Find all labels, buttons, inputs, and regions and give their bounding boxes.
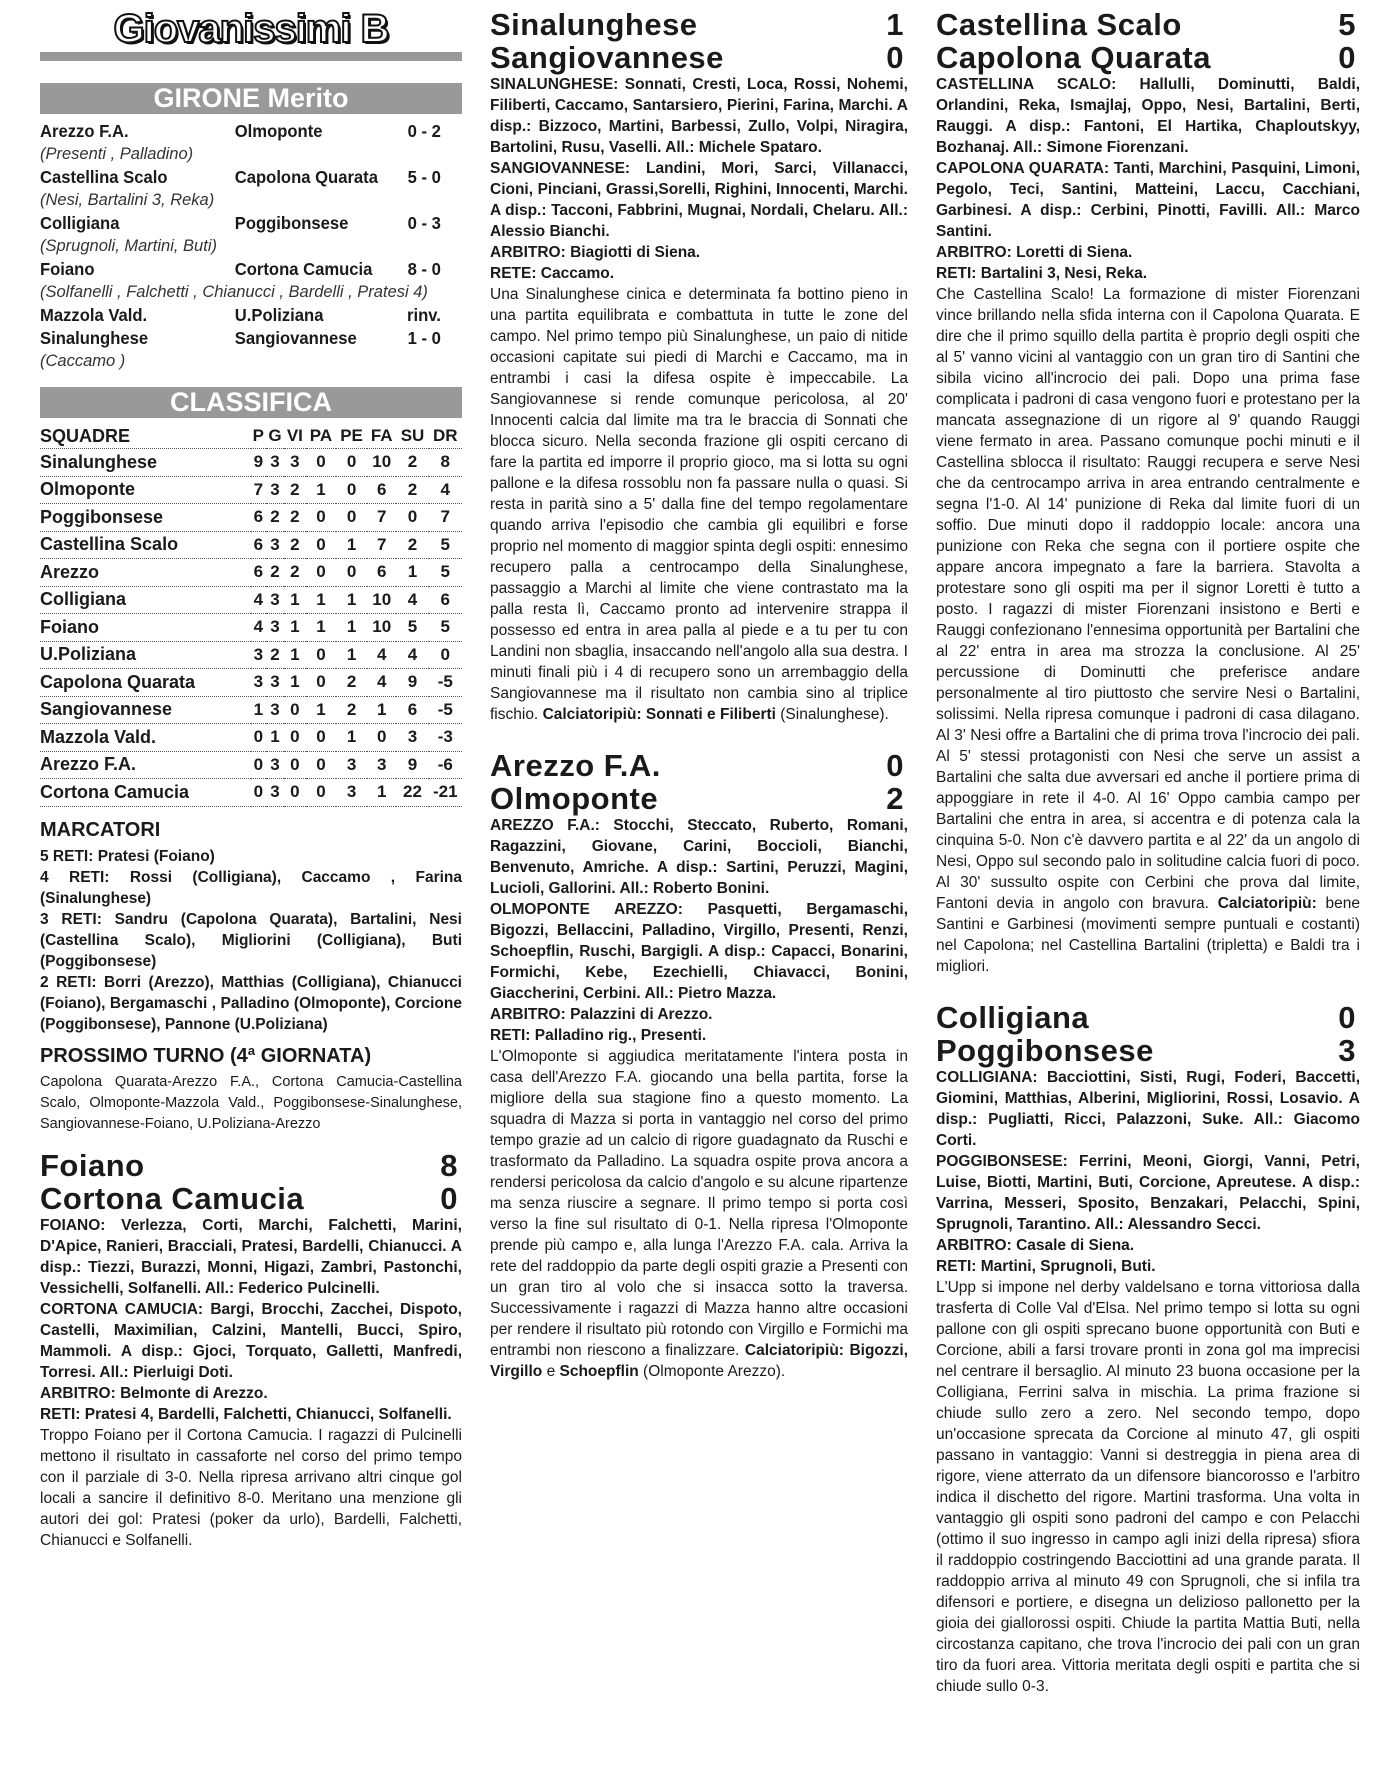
stat-cell: 1 <box>336 724 367 752</box>
stat-cell: 3 <box>266 696 284 724</box>
stat-cell: 0 <box>284 696 306 724</box>
result-away: Capolona Quarata <box>234 167 378 187</box>
result-score: 0 - 3 <box>407 213 441 233</box>
match-arezzo <box>490 749 908 1382</box>
report-text: L'Olmoponte si aggiudica meritatamente l'intera posta in casa dell'Arezzo F.A. giocando una bella partita, forse la migliore della sua stagione fino a questo momento. La squadra di Mazza si porta in vantaggio nel corso del primo tempo grazie ad un calcio di rigore guadagnato da Ruschi e trasformato da Palladino. La squadra ospite prova ancora a rendersi pericolosa da calcio d'angolo e su alcune ripartenze ma senza riuscire a segnare. Il primo tempo si porta così verso la fine sul risultato di 0-1. Nella ripresa l'Olmoponte prende più campo e, alla lunga l'Arezzo F.A. cala. Arriva la rete del raddoppio da parte degli ospiti grazie a Presenti con un gran tiro al volo che si insacca sotto la traversa. Successivamente i ragazzi di Mazza hanno altre occasioni per rendere il risultato più rotondo con Virgillo e Formichi ma entrambi non riescono a finalizzare. <box>490 1048 908 1359</box>
stat-cell: 2 <box>284 504 306 532</box>
stat-cell: 1 <box>266 724 284 752</box>
result-item <box>40 120 462 166</box>
stat-cell: 5 <box>396 614 428 642</box>
home-team: Arezzo F.A. <box>490 748 661 783</box>
standings-row <box>40 696 462 724</box>
result-item <box>40 166 462 212</box>
lineup: CASTELLINA SCALO: Hallulli, Dominutti, Baldi, Orlandini, Reka, Ismajlaj, Oppo, Nesi, Bartalini, Berti, Rauggi. A disp.: Fantoni, El Hartika, Chaploutskyy, Bozhanaj. All.: Simone Fiorenzani. <box>936 76 1360 156</box>
team-name: Foiano <box>40 614 251 642</box>
lineup: COLLIGIANA: Bacciottini, Sisti, Rugi, Foderi, Baccetti, Giomini, Matthias, Alberini, Migliorini, Rossi, Losavio. A disp.: Pugliatti, Ricci, Palazzoni, Suke. All.: Giacomo Corti. <box>936 1069 1360 1149</box>
stat-cell: 9 <box>396 751 428 779</box>
goals: RETI: Martini, Sprugnoli, Buti. <box>936 1258 1156 1275</box>
marcatori-item: 3 RETI: Sandru (Capolona Quarata), Bartalini, Nesi (Castellina Scalo), Migliorini (Colligiana), Buti (Poggibonsese) <box>40 910 462 970</box>
stat-cell: 0 <box>336 449 367 477</box>
goals: RETI: Pratesi 4, Bardelli, Falchetti, Chianucci, Solfanelli. <box>40 1405 452 1423</box>
result-score: 0 - 2 <box>407 121 441 141</box>
stat-cell: 4 <box>367 641 397 669</box>
stat-cell: 7 <box>429 504 462 532</box>
lineup: CAPOLONA QUARATA: Tanti, Marchini, Pasquini, Limoni, Pegolo, Teci, Santini, Matteini, Laccu, Cacchiani, Garbinesi. A disp.: Cerbini, Pinotti, Favilli. All.: Marco Santini. <box>936 160 1360 240</box>
result-home: Colligiana <box>40 213 120 233</box>
stat-cell: 3 <box>266 779 284 807</box>
classifica-band: CLASSIFICA <box>40 387 462 418</box>
stat-cell: 0 <box>396 504 428 532</box>
marcatori-list <box>40 846 462 1035</box>
result-home: Foiano <box>40 259 95 279</box>
standings-header-cell: FA <box>367 424 397 449</box>
standings-row <box>40 614 462 642</box>
girone-band: GIRONE Merito <box>40 83 462 114</box>
stat-cell: 5 <box>429 531 462 559</box>
match-report <box>490 284 908 725</box>
page-title: Giovanissimi B <box>40 8 462 61</box>
marcatori-title: MARCATORI <box>40 818 161 841</box>
stat-cell: 3 <box>266 449 284 477</box>
marcatori-item: 5 RETI: Pratesi (Foiano) <box>40 847 215 865</box>
goals: RETI: Palladino rig., Presenti. <box>490 1027 707 1044</box>
stat-cell: 1 <box>306 476 336 504</box>
home-score: 1 <box>886 7 904 42</box>
stat-cell: 3 <box>266 614 284 642</box>
standings-header-cell: SU <box>396 424 428 449</box>
best-players: Calciatoripiù: Bigozzi, Virgillo <box>490 1342 908 1380</box>
match-report: L'Upp si impone nel derby valdelsano e torna vittoriosa dalla trasferta di Colle Val d'Elsa. Nel primo tempo si lotta su ogni pallone con gli ospiti sprecano buone opportunità con Buti e Corcione, abili a farsi trovare pronti in zona gol ma imprecisi nel centrare il bersaglio. Al minuto 23 buona occasione per la Colligiana, Ferrini salva in mischia. La prima frazione si chiude sullo zero a zero. Nel secondo tempo, dopo un'occasione sprecata da Corcione al minuto 47, gli ospiti passano in vantaggio: Vanni si destreggia in piena area di rigore, viene atterrato da un difensore biancorosso e l'arbitro indica il dischetto del rigore. Martini trasforma. Una volta in vantaggio gli ospiti sono padroni del campo e con Pelacchi (ottimo il suo ingresso in campo agli inizi della ripresa) sfiora il raddoppio costringendo Bacciottini ad una grande parata. Il raddoppio arriva al minuto 49 con Sprugnoli, che si infila tra difensori e portiere, e disegna un delizioso pallonetto per la gioia dei giallorossi ospiti. Chiude la partita Mattia Buti, nella circostanza capitano, che trova l'incrocio dei pali con un gran tiro da fuori area. Vittoria meritata degli ospiti e partita che si chiude sullo 0-3. <box>936 1279 1360 1695</box>
stat-cell: 0 <box>306 669 336 697</box>
result-item <box>40 212 462 258</box>
stat-cell: 22 <box>396 779 428 807</box>
stat-cell: 0 <box>306 504 336 532</box>
stat-cell: 1 <box>306 696 336 724</box>
referee: ARBITRO: Palazzini di Arezzo. <box>490 1006 713 1023</box>
result-scorers: (Nesi, Bartalini 3, Reka) <box>40 191 215 209</box>
best-players-team: (Sinalunghese). <box>775 706 889 723</box>
prossimo-title: PROSSIMO TURNO (4ª GIORNATA) <box>40 1044 372 1067</box>
lineup: CORTONA CAMUCIA: Bargi, Brocchi, Zacchei, Dispoto, Castelli, Maximilian, Calzini, Mantelli, Bucci, Spiro, Mammoli. A disp.: Gjoci, Torquato, Galletti, Manfredi, Torresi. All.: Pierluigi Doti. <box>40 1300 462 1381</box>
lineup: SANGIOVANNESE: Landini, Mori, Sarci, Villanacci, Cioni, Pinciani, Grassi,Sorelli, Righini, Innocenti, Marchi. A disp.: Tacconi, Fabbrini, Mugnai, Nordali, Chelaru. All.: Alessio Bianchi. <box>490 160 908 240</box>
stat-cell: 2 <box>396 449 428 477</box>
stat-cell: 2 <box>284 476 306 504</box>
match-sinalunghese <box>490 8 908 725</box>
stat-cell: 3 <box>396 724 428 752</box>
result-score: 1 - 0 <box>407 328 441 348</box>
stat-cell: 2 <box>266 559 284 587</box>
result-away: U.Poliziana <box>234 305 324 325</box>
result-home: Castellina Scalo <box>40 167 168 187</box>
referee: ARBITRO: Belmonte di Arezzo. <box>40 1384 268 1402</box>
stat-cell: 6 <box>367 559 397 587</box>
stat-cell: 2 <box>284 531 306 559</box>
standings-row <box>40 504 462 532</box>
team-name: Mazzola Vald. <box>40 724 251 752</box>
home-team: Foiano <box>40 1147 145 1183</box>
team-name: Sangiovannese <box>40 696 251 724</box>
team-name: Sinalunghese <box>40 449 251 477</box>
standings-header-cell: G <box>266 424 284 449</box>
referee: ARBITRO: Biagiotti di Siena. <box>490 244 701 261</box>
stat-cell: 3 <box>367 751 397 779</box>
marcatori-item: 4 RETI: Rossi (Colligiana), Caccamo , Farina (Sinalunghese) <box>40 868 462 907</box>
match-report <box>936 284 1360 977</box>
prossimo-text: Capolona Quarata-Arezzo F.A., Cortona Camucia-Castellina Scalo, Olmoponte-Mazzola Vald., Poggibonsese-Sinalunghese, Sangiovannese-Foiano, U.Poliziana-Arezzo <box>40 1073 462 1132</box>
stat-cell: 9 <box>396 669 428 697</box>
stat-cell: 1 <box>306 614 336 642</box>
stat-cell: 7 <box>367 531 397 559</box>
standings-body <box>40 449 462 807</box>
stat-cell: 2 <box>336 669 367 697</box>
stat-cell: 3 <box>336 751 367 779</box>
stat-cell: -6 <box>429 751 462 779</box>
stat-cell: 2 <box>396 531 428 559</box>
result-away: Sangiovannese <box>234 328 357 348</box>
standings-header-cell: DR <box>429 424 462 449</box>
best-players-team: (Olmoponte Arezzo). <box>638 1363 786 1380</box>
lineup: OLMOPONTE AREZZO: Pasquetti, Bergamaschi, Bigozzi, Bellaccini, Palladino, Virgillo, Presenti, Renzi, Schoepflin, Ruschi, Bargigli. A disp.: Capacci, Bonarini, Formichi, Kebe, Ezechielli, Chiavacci, Bonini, Giaccherini, Cerbini. All.: Pietro Mazza. <box>490 901 908 1002</box>
result-home: Arezzo F.A. <box>40 121 129 141</box>
away-team: Cortona Camucia <box>40 1180 305 1216</box>
away-score: 0 <box>886 40 904 75</box>
stat-cell: 6 <box>429 586 462 614</box>
home-team: Castellina Scalo <box>936 7 1182 42</box>
standings-row <box>40 751 462 779</box>
standings-row <box>40 449 462 477</box>
result-scorers: (Sprugnoli, Martini, Buti) <box>40 237 217 255</box>
result-away: Poggibonsese <box>234 213 349 233</box>
result-away: Olmoponte <box>234 121 323 141</box>
stat-cell: 0 <box>306 779 336 807</box>
team-name: Arezzo F.A. <box>40 751 251 779</box>
stat-cell: -3 <box>429 724 462 752</box>
away-score: 2 <box>886 781 904 816</box>
standings-header-cell: VI <box>284 424 306 449</box>
stat-cell: 3 <box>266 751 284 779</box>
standings-header <box>40 424 462 449</box>
standings-header-cell: SQUADRE <box>40 424 251 449</box>
result-item <box>40 258 462 304</box>
result-scorers: (Caccamo ) <box>40 352 126 370</box>
referee: ARBITRO: Loretti di Siena. <box>936 244 1133 261</box>
match-report <box>490 1046 908 1382</box>
stat-cell: 0 <box>284 779 306 807</box>
away-team: Poggibonsese <box>936 1033 1154 1068</box>
best-players-and: e <box>542 1363 560 1380</box>
stat-cell: 5 <box>429 559 462 587</box>
result-score: rinv. <box>407 305 441 325</box>
stat-cell: 6 <box>251 531 266 559</box>
stat-cell: 0 <box>284 724 306 752</box>
stat-cell: 1 <box>367 696 397 724</box>
result-item <box>40 304 462 327</box>
stat-cell: 3 <box>251 669 266 697</box>
stat-cell: 0 <box>429 641 462 669</box>
stat-cell: 3 <box>266 586 284 614</box>
stat-cell: 0 <box>251 751 266 779</box>
stat-cell: 10 <box>367 614 397 642</box>
match-foiano <box>40 1149 462 1551</box>
stat-cell: 4 <box>396 586 428 614</box>
stat-cell: 8 <box>429 449 462 477</box>
result-away: Cortona Camucia <box>234 259 373 279</box>
stat-cell: 5 <box>429 614 462 642</box>
stat-cell: 0 <box>367 724 397 752</box>
team-name: Poggibonsese <box>40 504 251 532</box>
best-players: Calciatoripiù: Sonnati e Filiberti <box>542 706 776 723</box>
away-team: Sangiovannese <box>490 40 724 75</box>
away-score: 0 <box>440 1180 458 1216</box>
stat-cell: 0 <box>306 751 336 779</box>
team-name: U.Poliziana <box>40 641 251 669</box>
standings-table <box>40 424 462 807</box>
column-2 <box>490 8 908 1406</box>
stat-cell: -5 <box>429 669 462 697</box>
stat-cell: 1 <box>284 641 306 669</box>
stat-cell: 0 <box>306 559 336 587</box>
stat-cell: 3 <box>266 669 284 697</box>
team-name: Arezzo <box>40 559 251 587</box>
team-name: Castellina Scalo <box>40 531 251 559</box>
stat-cell: 1 <box>396 559 428 587</box>
away-team: Olmoponte <box>490 781 659 816</box>
stat-cell: 4 <box>251 614 266 642</box>
stat-cell: 0 <box>251 779 266 807</box>
report-text: Che Castellina Scalo! La formazione di mister Fiorenzani vince brillando nella sfida interna con il Capolona Quarata. E dire che il primo squillo della partita è proprio degli ospiti che al 5' vanno vicini al vantaggio con un gran tiro di Santini che sibila vicino all'incrocio dei pali. Dopo una prima fase complicata i padroni di casa vengono fuori e protestano per la mancata assegnazione di un rigore al 9' quando Rauggi viene fermato in area. Passano comunque pochi minuti e il Castellina sblocca il risultato: Rauggi recupera e serve Nesi che da centrocampo arriva in area entrando centralmente e segna l'1-0. Al 14' punizione di Reka dal limite fuori di un soffio. Due minuti dopo il raddoppio locale: ancora una punizione con Reka che segna con il portiere ospite che appare ancora impegnato a fare la barriera. Stavolta a protestare sono gli ospiti ma per il signor Loretti è tutto a posto. I ragazzi di mister Fiorenzani insistono e Berti e Rauggi confezionano l'ennesima opportunità per Bartalini che al 22' entra in area ma strozza la conclusione. Al 25' percussione di Dominutti che preferisce andare personalmente al tiro piuttosto che servire Nesi o Bartalini, solissimi. Nella ripresa comunque i padroni di casa dilagano. Al 3' Nesi offre a Bartalini che di prima trova l'incrocio dei pali. Al 5' stessi protagonisti con Nesi che serve un assist a Bartalini che salta due avversari ed anche il portiere prima di appoggiare in rete il 4-0. Al 16' Oppo cambia campo per Bartalini che entra in area, si accentra e di potenza cala la cinquina 5-0. Non c'è davvero partita e al 22' da un angolo di Nesi, Oppo sul secondo palo in solitudine calcia fuori di poco. Al 30' sussulto ospite con Cerbini che prova dal limite, Fantoni devia in angolo con bravura. <box>936 286 1360 912</box>
team-name: Cortona Camucia <box>40 779 251 807</box>
stat-cell: 0 <box>251 724 266 752</box>
stat-cell: 6 <box>251 559 266 587</box>
stat-cell: 4 <box>396 641 428 669</box>
match-colligiana <box>936 1001 1360 1697</box>
stat-cell: 10 <box>367 586 397 614</box>
stat-cell: -21 <box>429 779 462 807</box>
stat-cell: 1 <box>284 586 306 614</box>
stat-cell: 3 <box>266 476 284 504</box>
team-name: Olmoponte <box>40 476 251 504</box>
result-score: 8 - 0 <box>407 259 441 279</box>
stat-cell: 1 <box>336 641 367 669</box>
stat-cell: 6 <box>396 696 428 724</box>
stat-cell: -5 <box>429 696 462 724</box>
stat-cell: 9 <box>251 449 266 477</box>
results-list <box>40 120 462 373</box>
stat-cell: 7 <box>251 476 266 504</box>
stat-cell: 1 <box>367 779 397 807</box>
away-score: 0 <box>1338 40 1356 75</box>
standings-row <box>40 476 462 504</box>
stat-cell: 2 <box>396 476 428 504</box>
goals: RETI: Bartalini 3, Nesi, Reka. <box>936 265 1148 282</box>
team-name: Colligiana <box>40 586 251 614</box>
referee: ARBITRO: Casale di Siena. <box>936 1237 1135 1254</box>
stat-cell: 1 <box>336 531 367 559</box>
stat-cell: 6 <box>251 504 266 532</box>
stat-cell: 0 <box>306 724 336 752</box>
stat-cell: 3 <box>284 449 306 477</box>
report-text: Una Sinalunghese cinica e determinata fa bottino pieno in una partita equilibrata e combattuta in tutte le zone del campo. Nel primo tempo più Sinalunghese, un paio di nitide occasioni capitate sui piedi di Marchi e Caccamo, ma in entrambi i casi la difesa ospite è impeccabile. La Sangiovannese si rende comunque pericolosa, al 20' Innocenti calcia dal limite ma tra le braccia di Sonnati che blocca sicuro. Nella seconda frazione gli ospiti cercano di fare la partita ed imporre il proprio gioco, ma si lotta su ogni pallone e la difesa rossoblu non fa passare nulla o quasi. Si resta in parità sino a 5' dalla fine del tempo regolamentare quando arriva l'episodio che cambia gli equilibri e forse proprio nel momento di maggior spinta degli ospiti: ennesimo recupero palla a centrocampo della Sinalunghese, passaggio a Marchi al limite che viene contrastato ma la palla resta lì, Caccamo pronto ad intervenire strappa il possesso ed entra in area palla al piede e a tu per tu con Landini non sbaglia, insaccando nell'angolo alla sua destra. I minuti finali più i 4 di recupero sono un arrembaggio della Sangiovannese ma il risultato non cambia sino al triplice fischio. <box>490 286 908 723</box>
stat-cell: 1 <box>336 614 367 642</box>
standings-row <box>40 531 462 559</box>
standings-row <box>40 779 462 807</box>
match-report: Troppo Foiano per il Cortona Camucia. I ragazzi di Pulcinelli mettono il risultato in cassaforte nel corso del primo tempo con il parziale di 3-0. Nella ripresa arrivano altri cinque gol locali a sancire il definitivo 8-0. Meritano una menzione gli autori dei gol: Pratesi (poker da urlo), Bardelli, Falchetti, Chianucci e Solfanelli. <box>40 1426 462 1549</box>
stat-cell: 0 <box>306 641 336 669</box>
lineup: POGGIBONSESE: Ferrini, Meoni, Giorgi, Vanni, Petri, Luise, Biotti, Martini, Buti, Corcione, Apreutese. A disp.: Varrina, Messeri, Sposito, Benzakari, Pelacchi, Spini, Sprugnoli, Tarantino. All.: Alessandro Secci. <box>936 1153 1360 1233</box>
lineup: AREZZO F.A.: Stocchi, Steccato, Ruberto, Romani, Ragazzini, Giovane, Carini, Boccioli, Bianchi, Benvenuto, Amriche. A disp.: Sartini, Peruzzi, Magini, Lucioli, Gallorini. All.: Roberto Bonini. <box>490 817 908 897</box>
result-scorers: (Presenti , Palladino) <box>40 145 194 163</box>
stat-cell: 4 <box>429 476 462 504</box>
column-3 <box>936 8 1360 1721</box>
standings-row <box>40 669 462 697</box>
standings-header-cell: PA <box>306 424 336 449</box>
stat-cell: 0 <box>306 531 336 559</box>
stat-cell: 1 <box>284 614 306 642</box>
standings-row <box>40 559 462 587</box>
stat-cell: 1 <box>336 586 367 614</box>
home-score: 0 <box>1338 1000 1356 1035</box>
standings-row <box>40 586 462 614</box>
standings-row <box>40 641 462 669</box>
stat-cell: 2 <box>266 641 284 669</box>
stat-cell: 7 <box>367 504 397 532</box>
stat-cell: 2 <box>336 696 367 724</box>
match-castellina <box>936 8 1360 977</box>
stat-cell: 3 <box>336 779 367 807</box>
home-score: 5 <box>1338 7 1356 42</box>
stat-cell: 0 <box>336 476 367 504</box>
home-team: Colligiana <box>936 1000 1090 1035</box>
stat-cell: 0 <box>336 559 367 587</box>
home-team: Sinalunghese <box>490 7 698 42</box>
best-players-b: Schoepflin <box>559 1363 639 1380</box>
standings-row <box>40 724 462 752</box>
away-team: Capolona Quarata <box>936 40 1211 75</box>
best-players: Calciatoripiù: <box>1217 895 1317 912</box>
stat-cell: 6 <box>367 476 397 504</box>
goals: RETE: Caccamo. <box>490 265 615 282</box>
column-1 <box>40 8 462 1575</box>
lineup: SINALUNGHESE: Sonnati, Cresti, Loca, Rossi, Nohemi, Filiberti, Caccamo, Santarsiero, Pierini, Farina, Marchi. A disp.: Bizzoco, Martini, Barbessi, Zullo, Volpi, Niragira, Bartolini, Rusu, Vaselli. All.: Michele Spataro. <box>490 76 908 156</box>
stat-cell: 2 <box>266 504 284 532</box>
home-score: 8 <box>440 1147 458 1183</box>
stat-cell: 3 <box>266 531 284 559</box>
stat-cell: 2 <box>284 559 306 587</box>
result-home: Sinalunghese <box>40 328 149 348</box>
stat-cell: 4 <box>251 586 266 614</box>
standings-header-cell: PE <box>336 424 367 449</box>
stat-cell: 1 <box>284 669 306 697</box>
best-players-text: bene Santini e Garbinesi (movimenti sempre puntuali e costanti) nel Capolona; nel Castellina Bartalini (tripletta) e Baldi tra i migliori. <box>936 895 1360 975</box>
away-score: 3 <box>1338 1033 1356 1068</box>
team-name: Capolona Quarata <box>40 669 251 697</box>
result-score: 5 - 0 <box>407 167 441 187</box>
stat-cell: 10 <box>367 449 397 477</box>
standings-header-cell: P <box>251 424 266 449</box>
home-score: 0 <box>886 748 904 783</box>
result-scorers: (Solfanelli , Falchetti , Chianucci , Bardelli , Pratesi 4) <box>40 283 428 301</box>
stat-cell: 0 <box>306 449 336 477</box>
stat-cell: 4 <box>367 669 397 697</box>
result-item <box>40 327 462 373</box>
marcatori-item: 2 RETI: Borri (Arezzo), Matthias (Colligiana), Chianucci (Foiano), Bergamaschi , Palladino (Olmoponte), Corcione (Poggibonsese), Pannone (U.Poliziana) <box>40 973 462 1033</box>
result-home: Mazzola Vald. <box>40 305 148 325</box>
stat-cell: 1 <box>306 586 336 614</box>
stat-cell: 3 <box>251 641 266 669</box>
lineup: FOIANO: Verlezza, Corti, Marchi, Falchetti, Marini, D'Apice, Ranieri, Bracciali, Pratesi, Bardelli, Chianucci. A disp.: Tiezzi, Burazzi, Monni, Higazi, Zambri, Pastonchi, Vessichelli, Solfanelli. All.: Federico Pulcinelli. <box>40 1216 462 1297</box>
stat-cell: 0 <box>336 504 367 532</box>
stat-cell: 1 <box>251 696 266 724</box>
stat-cell: 0 <box>284 751 306 779</box>
